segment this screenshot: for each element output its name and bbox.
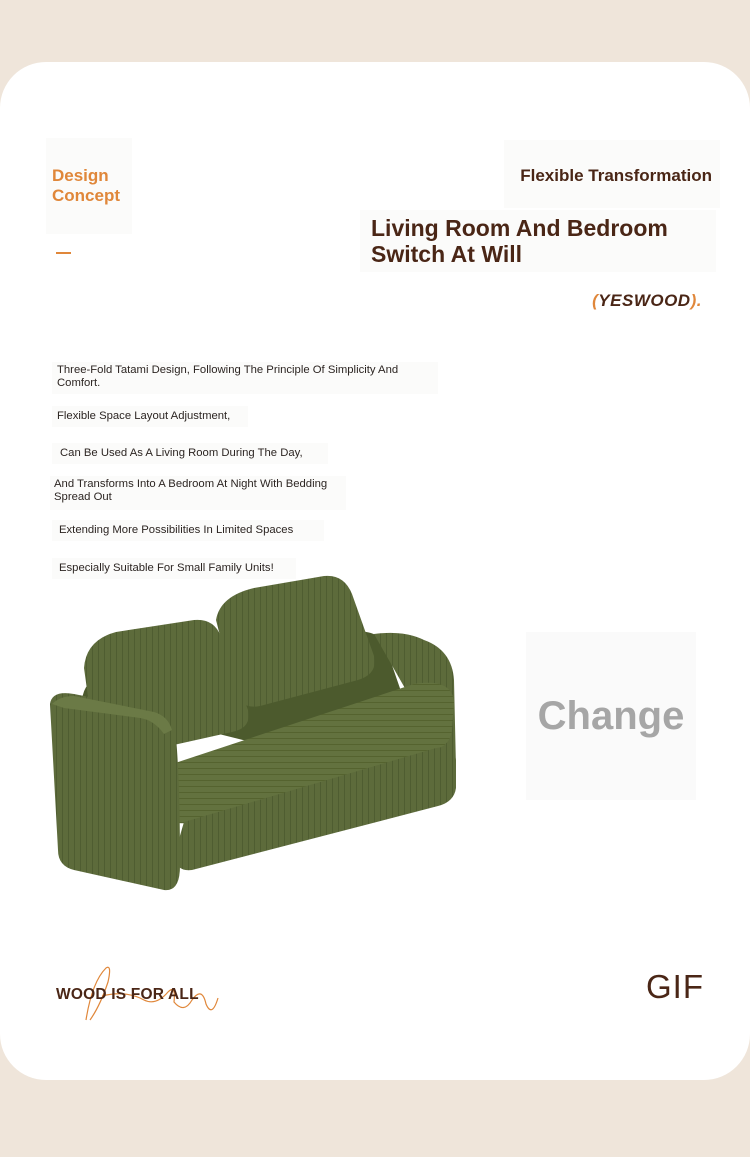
brand-dot: . — [696, 291, 702, 310]
headline-line-1: Living Room And Bedroom — [371, 215, 668, 241]
brand-open-paren: ( — [592, 291, 599, 310]
description-6: Especially Suitable For Small Family Units! — [52, 558, 296, 579]
description-4: And Transforms Into A Bedroom At Night With Bedding Spread Out — [50, 476, 346, 510]
brand-name: YESWOOD — [598, 291, 691, 310]
description-2: Flexible Space Layout Adjustment, — [52, 406, 248, 427]
brand-close-paren: ) — [690, 291, 697, 310]
brand-logo — [592, 291, 702, 311]
feature-headline — [371, 215, 668, 267]
design-concept-label — [46, 138, 132, 234]
wood-is-for-all-logo — [56, 962, 236, 1026]
change-label: Change — [537, 693, 685, 738]
gif-label: GIF — [646, 968, 704, 1005]
sofa-image — [44, 570, 464, 900]
wood-slogan: WOOD IS FOR ALL — [56, 986, 199, 1003]
change-gif-placeholder — [526, 632, 696, 800]
description-1: Three-Fold Tatami Design, Following The Principle Of Simplicity And Comfort. — [52, 362, 438, 394]
description-5: Extending More Possibilities In Limited Spaces — [52, 520, 324, 541]
accent-dash — [56, 252, 71, 254]
description-3: Can Be Used As A Living Room During The Day, — [52, 443, 328, 464]
feature-title: Flexible Transformation — [520, 166, 712, 185]
concept-word: Concept — [52, 186, 120, 205]
design-word: Design — [52, 166, 109, 185]
headline-line-2: Switch At Will — [371, 241, 522, 267]
